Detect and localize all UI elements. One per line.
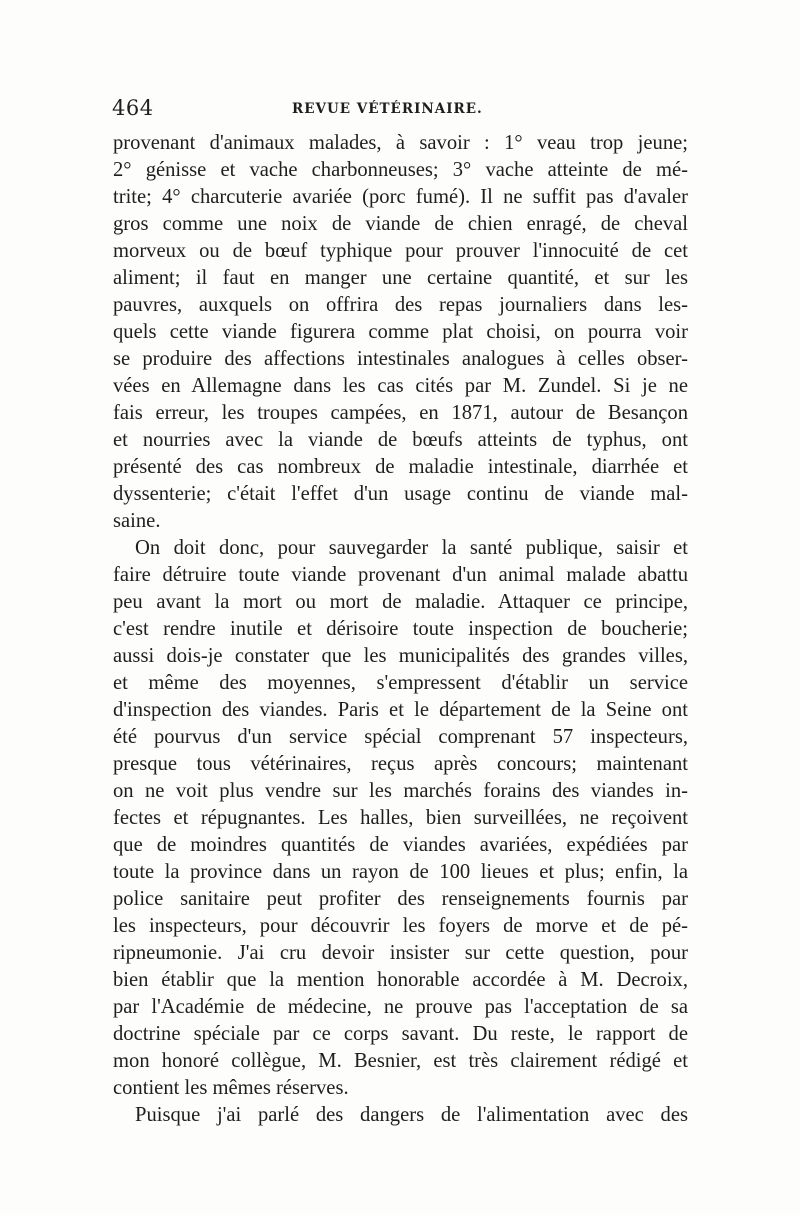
- text-line: pauvres, auxquels on offrira des repas journaliers dans les-: [113, 294, 688, 316]
- page-header: [112, 96, 692, 124]
- text-line: se produire des affections intestinales analogues à celles obser-: [113, 348, 688, 370]
- text-line: vées en Allemagne dans les cas cités par M. Zundel. Si je ne: [113, 375, 688, 397]
- text-line: police sanitaire peut profiter des renseignements fournis par: [113, 888, 688, 910]
- text-line: provenant d'animaux malades, à savoir : 1° veau trop jeune;: [113, 132, 688, 154]
- text-line: aussi dois-je constater que les municipalités des grandes villes,: [113, 645, 688, 667]
- text-line: On doit donc, pour sauvegarder la santé publique, saisir et: [135, 537, 688, 559]
- text-line: aliment; il faut en manger une certaine quantité, et sur les: [113, 267, 688, 289]
- text-line: d'inspection des viandes. Paris et le département de la Seine ont: [113, 699, 688, 721]
- running-head: REVUE VÉTÉRINAIRE.: [292, 101, 483, 117]
- text-line: on ne voit plus vendre sur les marchés forains des viandes in-: [113, 780, 688, 802]
- text-line: mon honoré collègue, M. Besnier, est très clairement rédigé et: [113, 1050, 688, 1072]
- text-line: morveux ou de bœuf typhique pour prouver l'innocuité de cet: [113, 240, 688, 262]
- text-line: bien établir que la mention honorable accordée à M. Decroix,: [113, 969, 688, 991]
- text-line: et nourries avec la viande de bœufs atteints de typhus, ont: [113, 429, 688, 451]
- text-line: quels cette viande figurera comme plat choisi, on pourra voir: [113, 321, 688, 343]
- text-line: présenté des cas nombreux de maladie intestinale, diarrhée et: [113, 456, 688, 478]
- text-line: Puisque j'ai parlé des dangers de l'alimentation avec des: [135, 1104, 688, 1126]
- text-line: peu avant la mort ou mort de maladie. Attaquer ce principe,: [113, 591, 688, 613]
- body-text: [113, 130, 688, 1129]
- text-line: toute la province dans un rayon de 100 lieues et plus; enfin, la: [113, 861, 688, 883]
- text-line: fais erreur, les troupes campées, en 1871, autour de Besançon: [113, 402, 688, 424]
- text-line: faire détruire toute viande provenant d'un animal malade abattu: [113, 564, 688, 586]
- text-line: 2° génisse et vache charbonneuses; 3° vache atteinte de mé-: [113, 159, 688, 181]
- text-line: été pourvus d'un service spécial comprenant 57 inspecteurs,: [113, 726, 688, 748]
- text-line: les inspecteurs, pour découvrir les foyers de morve et de pé-: [113, 915, 688, 937]
- text-line: doctrine spéciale par ce corps savant. Du reste, le rapport de: [113, 1023, 688, 1045]
- text-line: saine.: [113, 510, 161, 532]
- text-line: fectes et répugnantes. Les halles, bien surveillées, ne reçoivent: [113, 807, 688, 829]
- text-line: c'est rendre inutile et dérisoire toute inspection de boucherie;: [113, 618, 688, 640]
- text-line: ripneumonie. J'ai cru devoir insister sur cette question, pour: [113, 942, 688, 964]
- text-line: par l'Académie de médecine, ne prouve pas l'acceptation de sa: [113, 996, 688, 1018]
- page-number: 464: [112, 96, 154, 120]
- text-line: contient les mêmes réserves.: [113, 1077, 349, 1099]
- text-line: dyssenterie; c'était l'effet d'un usage continu de viande mal-: [113, 483, 688, 505]
- text-line: et même des moyennes, s'empressent d'établir un service: [113, 672, 688, 694]
- text-line: que de moindres quantités de viandes avariées, expédiées par: [113, 834, 688, 856]
- text-line: gros comme une noix de viande de chien enragé, de cheval: [113, 213, 688, 235]
- text-line: trite; 4° charcuterie avariée (porc fumé). Il ne suffit pas d'avaler: [113, 186, 688, 208]
- text-line: presque tous vétérinaires, reçus après concours; maintenant: [113, 753, 688, 775]
